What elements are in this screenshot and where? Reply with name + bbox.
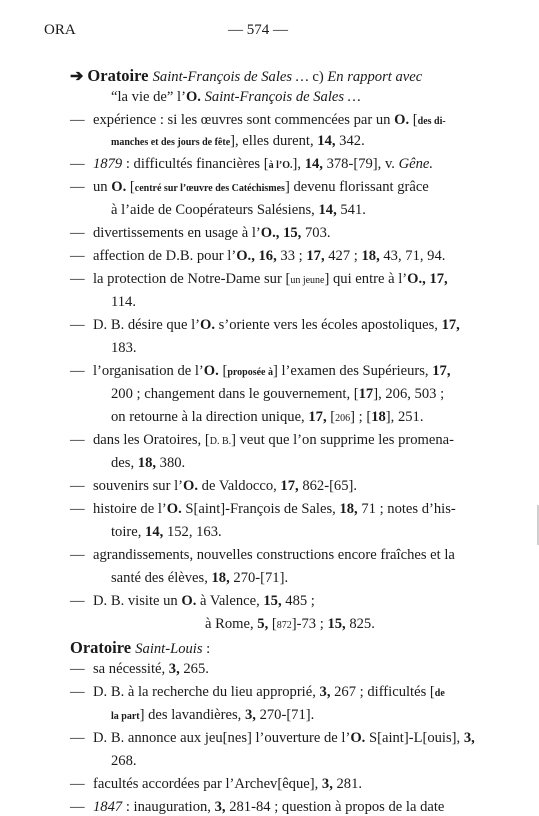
entry-text	[111, 89, 361, 106]
entry-segment: O.	[181, 593, 201, 609]
entry-dash: —	[70, 363, 85, 379]
entry-segment: la part	[111, 711, 140, 722]
entry-segment: 18,	[211, 570, 234, 586]
entry-segment: 17,	[441, 317, 460, 333]
entry-dash: —	[70, 501, 85, 517]
entry-text	[93, 776, 362, 793]
entry-segment: 862-[65].	[302, 478, 358, 494]
entry-segment: de Valdocco,	[201, 478, 281, 494]
entry-text	[70, 66, 422, 86]
entry-segment: ], 251.	[385, 409, 424, 425]
entry-segment: 33 ;	[280, 248, 307, 264]
entry-segment: 18,	[137, 455, 160, 471]
entry-segment: O., 17,	[407, 271, 448, 287]
entry-segment: 15,	[263, 593, 286, 609]
entry-segment: O.	[200, 317, 219, 333]
entry-dash: —	[70, 478, 85, 494]
entry-segment: 267 ; difficultés [	[334, 684, 435, 700]
entry-segment: O.	[394, 112, 413, 128]
entry-segment: à l’O.	[268, 160, 293, 171]
entry-segment: 152, 163.	[166, 524, 222, 540]
entry-dash: —	[70, 112, 85, 128]
entry-segment: 17,	[308, 409, 331, 425]
entry-segment: ], 206, 503 ;	[373, 386, 445, 402]
entry-segment: O., 16,	[236, 248, 281, 264]
entry-segment: 872	[276, 620, 292, 631]
entry-text	[111, 753, 137, 770]
entry-segment: Gêne.	[398, 156, 434, 172]
entry-text	[93, 248, 445, 265]
entry-segment: agrandissements, nouvelles constructions encore fraîches et la	[93, 547, 455, 563]
entry-segment: D. B.	[209, 436, 232, 447]
entry-segment: : difficultés financières [	[122, 156, 269, 172]
entry-segment: divertissements en usage à l’	[93, 225, 261, 241]
entry-text	[111, 707, 314, 724]
entry-segment: D. B. à la recherche du lieu approprié,	[93, 684, 320, 700]
entry-segment: : inauguration,	[122, 799, 215, 815]
entry-segment: D. B. visite un	[93, 593, 182, 609]
entry-segment: 18	[371, 409, 386, 425]
entry-segment: des di-	[417, 116, 446, 127]
entry-segment: En rapport avec	[327, 69, 423, 85]
entry-segment: 265.	[183, 661, 209, 677]
entry-segment: ] des lavandières,	[139, 707, 245, 723]
entry-dash: —	[70, 248, 85, 264]
entry-segment: 5,	[257, 616, 272, 632]
entry-segment: des,	[111, 455, 138, 471]
entry-segment: 3,	[321, 776, 337, 792]
entry-text	[111, 570, 288, 587]
entry-segment: 17	[358, 386, 374, 402]
entry-text	[205, 616, 375, 633]
entry-segment: Saint-Louis	[135, 641, 203, 657]
entry-dash: —	[70, 776, 85, 792]
running-header-left: ORA	[44, 22, 76, 38]
entry-segment: O.	[203, 363, 223, 379]
entry-segment: S[aint]-François de Sales,	[185, 501, 340, 517]
entry-segment: expérience : si les œuvres sont commencées par un	[93, 112, 395, 128]
entry-text	[111, 202, 366, 219]
entry-segment: Oratoire	[87, 66, 153, 85]
entry-segment: s’oriente vers les écoles apostoliques,	[218, 317, 442, 333]
entry-segment: ],	[292, 156, 305, 172]
entry-segment: 268.	[111, 753, 137, 769]
entry-dash: —	[70, 730, 85, 746]
entry-segment: 3,	[214, 799, 230, 815]
entry-text	[93, 799, 444, 816]
entry-segment: 427 ;	[328, 248, 362, 264]
entry-segment: 14,	[317, 133, 340, 149]
entry-segment: un	[93, 179, 112, 195]
entry-segment: Oratoire	[70, 638, 136, 657]
entry-text	[93, 225, 331, 242]
page-number: — 574 —	[228, 22, 288, 38]
entry-dash: —	[70, 271, 85, 287]
entry-segment: 17,	[306, 248, 329, 264]
entry-text	[93, 661, 209, 678]
entry-segment: D. B. désire que l’	[93, 317, 200, 333]
entry-segment: 14,	[318, 202, 341, 218]
entry-segment: 380.	[159, 455, 186, 471]
entry-segment: c)	[312, 69, 328, 85]
entry-segment: ] qui entre à l’	[324, 271, 408, 287]
entry-segment: 15,	[327, 616, 350, 632]
entry-text	[111, 294, 136, 311]
entry-segment: 342.	[339, 133, 365, 149]
entry-segment: S[aint]-L[ouis],	[368, 730, 464, 746]
entry-segment: 18,	[339, 501, 362, 517]
entry-segment: [	[222, 363, 228, 379]
entry-segment: affection de D.B. pour l’	[93, 248, 237, 264]
entry-segment: “la vie de” l’	[111, 89, 186, 105]
entry-text	[93, 478, 357, 495]
entry-segment: 114.	[111, 294, 136, 310]
entry-text	[93, 547, 455, 564]
entry-segment: O.	[166, 501, 186, 517]
entry-segment: 14,	[304, 156, 327, 172]
entry-segment: O.	[350, 730, 369, 746]
entry-segment: 281.	[336, 776, 363, 792]
entry-segment: D. B. annonce aux jeu[nes] l’ouverture de l’	[93, 730, 351, 746]
entry-segment: sa nécessité,	[93, 661, 169, 677]
entry-segment: ] ; [	[350, 409, 372, 425]
entry-segment: 206	[335, 413, 351, 424]
entry-segment: 1847	[93, 799, 123, 815]
entry-segment: 3,	[168, 661, 184, 677]
entry-segment: santé des élèves,	[111, 570, 212, 586]
entry-segment: ] devenu florissant grâce	[284, 179, 429, 195]
entry-segment: 3,	[463, 730, 475, 746]
entry-segment: 43, 71, 94.	[383, 248, 446, 264]
entry-segment: ], elles durent,	[230, 133, 318, 149]
entry-segment: ] l’examen des Supérieurs,	[272, 363, 433, 379]
entry-segment: [	[129, 179, 135, 195]
entry-text	[93, 363, 450, 380]
entry-segment: Saint-François de Sales …	[204, 89, 361, 105]
entry-text	[93, 112, 446, 129]
entry-text	[93, 684, 445, 701]
entry-segment: 14,	[145, 524, 167, 540]
entry-segment: 183.	[111, 340, 137, 356]
entry-segment: :	[202, 641, 211, 657]
entry-segment: 485 ;	[285, 593, 315, 609]
entry-dash: —	[70, 593, 85, 609]
entry-dash: —	[70, 317, 85, 333]
entry-segment: 281-84 ; question à propos de la date	[229, 799, 445, 815]
entry-segment: 17,	[280, 478, 303, 494]
entry-segment: O.	[111, 179, 130, 195]
entry-text	[93, 593, 315, 610]
entry-text	[93, 156, 433, 173]
entry-segment: [	[330, 409, 336, 425]
entry-segment: facultés accordées par l’Archev[êque],	[93, 776, 322, 792]
entry-text	[111, 409, 424, 426]
entry-dash: —	[70, 799, 85, 815]
entry-text	[111, 455, 185, 472]
entry-text	[111, 133, 365, 150]
entry-text	[93, 432, 454, 449]
entry-segment: 3,	[244, 707, 260, 723]
entry-segment: la protection de Notre-Dame sur [	[93, 271, 291, 287]
entry-text	[93, 730, 475, 747]
entry-segment: un jeune	[290, 275, 325, 286]
entry-segment: l’organisation de l’	[93, 363, 204, 379]
entry-segment: 270-[71].	[233, 570, 289, 586]
entry-segment: à l’aide de Coopérateurs Salésiens,	[111, 202, 319, 218]
entry-segment: 18,	[361, 248, 384, 264]
entry-text	[70, 638, 210, 658]
entry-segment: Saint-François de Sales …	[152, 69, 313, 85]
entry-dash: —	[70, 432, 85, 448]
entry-segment: ]-73 ;	[291, 616, 328, 632]
entry-segment: manches et des jours de fête	[111, 137, 231, 148]
entry-text	[93, 317, 460, 334]
entry-dash: —	[70, 179, 85, 195]
entry-segment: centré sur l’œuvre des Catéchismes	[134, 183, 285, 194]
entry-segment: proposée à	[227, 367, 273, 378]
entry-segment: dans les Oratoires, [	[93, 432, 210, 448]
entry-segment: 541.	[340, 202, 366, 218]
entry-dash: —	[70, 661, 85, 677]
entry-segment: [	[271, 616, 277, 632]
entry-segment: [	[412, 112, 418, 128]
entry-segment: de	[434, 688, 445, 699]
entry-segment: toire,	[111, 524, 146, 540]
entry-segment: souvenirs sur l’	[93, 478, 183, 494]
entry-segment: histoire de l’	[93, 501, 167, 517]
entry-segment: O.	[185, 89, 205, 105]
entry-segment: O.	[183, 478, 202, 494]
entry-text	[111, 386, 444, 403]
entry-segment: 3,	[319, 684, 335, 700]
entry-dash: —	[70, 547, 85, 563]
entry-dash: —	[70, 684, 85, 700]
entry-segment: 825.	[349, 616, 375, 632]
entry-text	[93, 179, 429, 196]
entry-text	[111, 340, 137, 357]
entry-segment: ] veut que l’on supprime les promena-	[231, 432, 455, 448]
entry-dash: —	[70, 156, 85, 172]
entry-segment: ➔	[70, 68, 88, 85]
entry-dash: —	[70, 225, 85, 241]
entry-segment: 703.	[304, 225, 331, 241]
entry-segment: on retourne à la direction unique,	[111, 409, 309, 425]
entry-segment: 1879	[93, 156, 123, 172]
entry-segment: 71 ; notes d’his-	[361, 501, 456, 517]
entry-segment: O., 15,	[260, 225, 305, 241]
entry-segment: 378-[79], v.	[326, 156, 399, 172]
entry-text	[93, 501, 456, 518]
entry-segment: 17,	[432, 363, 451, 379]
entry-segment: 200 ; changement dans le gouvernement, [	[111, 386, 359, 402]
entry-segment: à Valence,	[200, 593, 264, 609]
entry-text	[111, 524, 222, 541]
entry-text	[93, 271, 448, 288]
entry-segment: à Rome,	[205, 616, 258, 632]
entry-segment: 270-[71].	[259, 707, 315, 723]
